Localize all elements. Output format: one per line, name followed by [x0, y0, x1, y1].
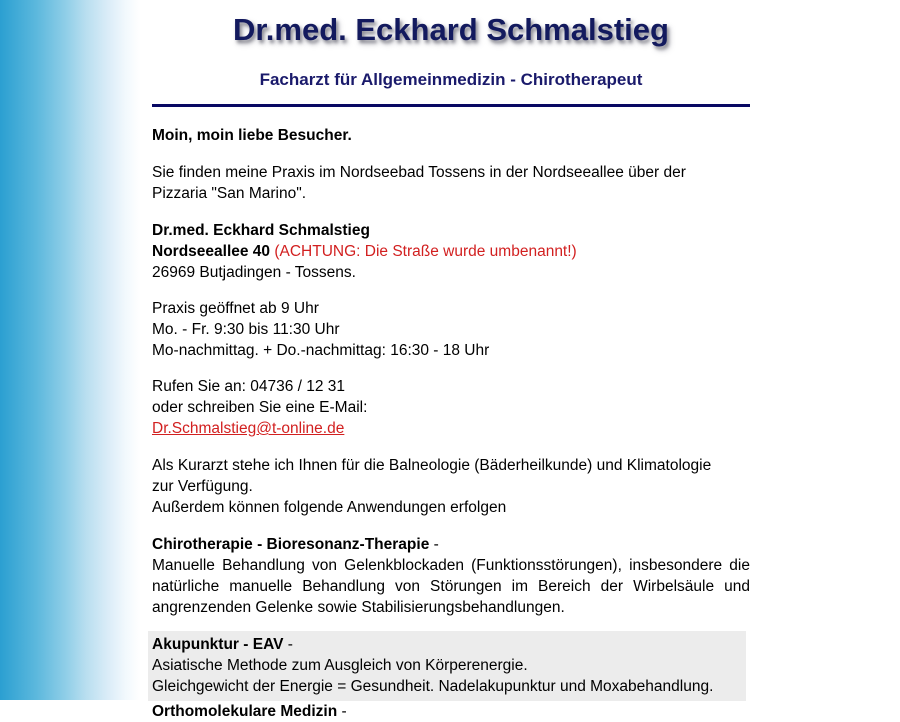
- intro-line-2: Pizzaria "San Marino".: [152, 185, 307, 202]
- intro-paragraph: [152, 162, 750, 204]
- spacer: [152, 361, 750, 376]
- phone-line: Rufen Sie an: 04736 / 12 31: [152, 378, 346, 395]
- page-title: Dr.med. Eckhard Schmalstieg: [233, 12, 669, 47]
- treatment-heading-dash: -: [433, 536, 439, 553]
- treatment-heading-row: [152, 634, 742, 655]
- hours-line-1: Praxis geöffnet ab 9 Uhr: [152, 300, 319, 317]
- spacer: [152, 204, 750, 220]
- email-intro-line: oder schreiben Sie eine E-Mail:: [152, 399, 368, 416]
- treatment-chirotherapie: [152, 534, 750, 618]
- page-content: [152, 0, 750, 722]
- doctor-name: Dr.med. Eckhard Schmalstieg: [152, 222, 370, 239]
- address-block: [152, 220, 750, 283]
- kurarzt-line-3: Außerdem können folgende Anwendungen erfolgen: [152, 499, 507, 516]
- treatment-description: Manuelle Behandlung von Gelenkblockaden (Funktionsstörungen), insbesondere die natürliche manuelle Behandlung von Störungen im Bereich der Wirbelsäule und angrenzenden Gelenke sowie Stabilisierungsbehandlungen.: [152, 557, 750, 616]
- spacer: [152, 283, 750, 298]
- treatment-orthomolekulare: [152, 701, 750, 722]
- hours-line-2: Mo. - Fr. 9:30 bis 11:30 Uhr: [152, 321, 340, 338]
- opening-hours: [152, 298, 750, 361]
- treatment-heading-row: [152, 701, 750, 722]
- akupunktur-line-2: Gleichgewicht der Energie = Gesundheit. Nadelakupunktur und Moxabehandlung.: [152, 678, 714, 695]
- spacer: [152, 439, 750, 455]
- email-link[interactable]: Dr.Schmalstieg@t-online.de: [152, 420, 345, 437]
- intro-line-1: Sie finden meine Praxis im Nordseebad Tossens in der Nordseeallee über der: [152, 164, 686, 181]
- treatment-heading-dash: -: [341, 703, 347, 720]
- treatment-heading-dash: -: [287, 636, 293, 653]
- city-address: 26969 Butjadingen - Tossens.: [152, 264, 356, 281]
- kurarzt-paragraph: [152, 455, 750, 518]
- kurarzt-line-1: Als Kurarzt stehe ich Ihnen für die Balneologie (Bäderheilkunde) und Klimatologie: [152, 457, 712, 474]
- contact-block: [152, 376, 750, 439]
- decorative-gradient-band: [0, 0, 140, 700]
- treatment-heading: Chirotherapie - Bioresonanz-Therapie: [152, 536, 430, 553]
- page-subtitle: Facharzt für Allgemeinmedizin - Chirotherapeut: [259, 70, 643, 89]
- spacer: [152, 618, 750, 631]
- main-body: [152, 107, 750, 722]
- street-rename-notice: (ACHTUNG: Die Straße wurde umbenannt!): [274, 243, 577, 260]
- treatment-heading: Akupunktur - EAV: [152, 636, 284, 653]
- treatment-description: [152, 655, 742, 697]
- street-address: Nordseeallee 40: [152, 243, 271, 260]
- treatment-heading: Orthomolekulare Medizin: [152, 703, 338, 720]
- spacer: [152, 146, 750, 162]
- spacer: [152, 518, 750, 534]
- treatment-heading-row: [152, 534, 750, 555]
- hours-line-3: Mo-nachmittag. + Do.-nachmittag: 16:30 - 18 Uhr: [152, 342, 490, 359]
- treatment-akupunktur: [148, 631, 746, 701]
- page-header: [152, 0, 750, 107]
- kurarzt-line-2: zur Verfügung.: [152, 478, 253, 495]
- akupunktur-line-1: Asiatische Methode zum Ausgleich von Körperenergie.: [152, 657, 528, 674]
- greeting-text: Moin, moin liebe Besucher.: [152, 127, 352, 144]
